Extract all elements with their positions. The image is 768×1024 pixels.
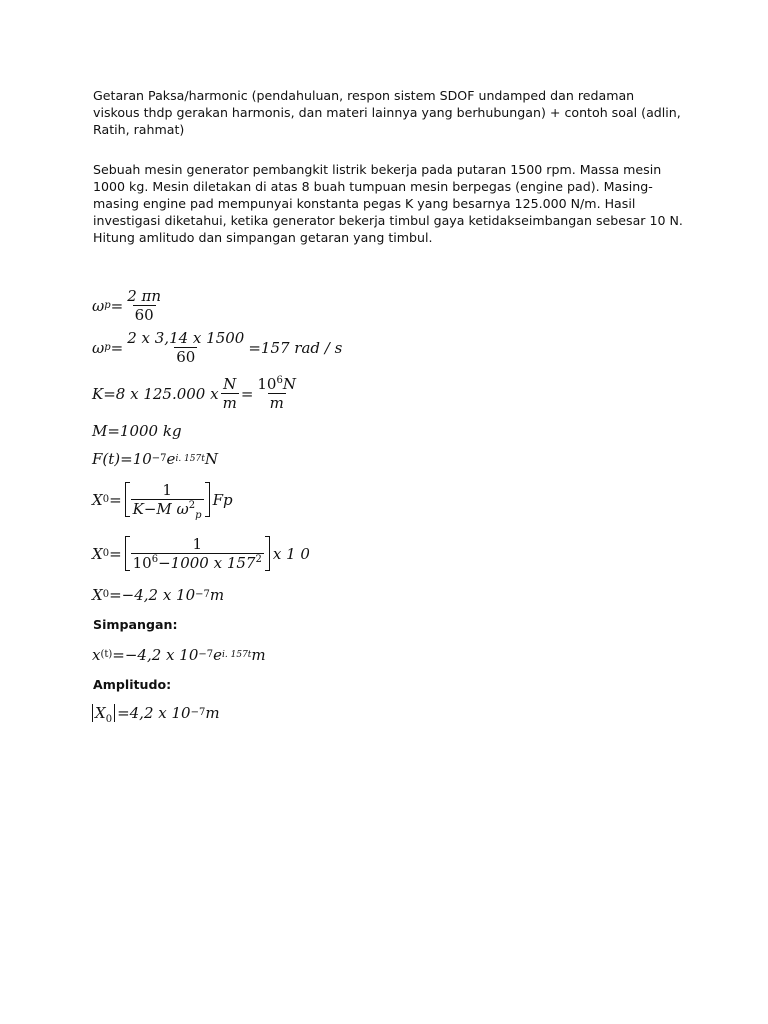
equation-stiffness — [92, 376, 300, 411]
force-multiplier: x 1 0 — [272, 544, 310, 563]
fraction-numerator: 2 x 3,14 x 1500 — [127, 329, 245, 347]
equation-omega-p: ω p = $\frac{2 \pi n}{60}$ — [92, 287, 162, 324]
fraction-denominator: 60 — [134, 306, 154, 324]
x0-subscript: 0 — [105, 714, 113, 725]
fraction-numerator: 1 — [192, 535, 203, 553]
power-exponent: 6 — [151, 554, 159, 565]
omega-symbol: ω — [92, 338, 105, 357]
x0-symbol: X — [92, 490, 103, 509]
omega-symbol: ω — [92, 296, 105, 315]
equation-x0-substitution: X 0 = $\frac{1}{10^6-1000 x 157^2}$ x 1 0 — [92, 535, 310, 572]
equation-force: F(t)=10 −7 e i. 157t N — [92, 450, 218, 468]
equation-amplitude: $X_0$ =4,2 x 10 −7 m — [92, 704, 220, 722]
x0-symbol: X — [92, 586, 103, 604]
unit: m — [251, 646, 266, 664]
fraction-denominator: m — [222, 394, 237, 412]
label-simpangan: Simpangan: — [93, 617, 178, 632]
problem-paragraph: Sebuah mesin generator pembangkit listrik bekerja pada putaran 1500 rpm. Massa mesin 1000 kg. Mesin diletakan di atas 8 buah tumpuan mesin berpegas (engine pad). Masing-masing engine pad mempunyai konstanta pegas K yang besarnya 125.000 N/m. Hasil investigasi diketahui, ketika generator bekerja timbul gaya ketidakseimbangan sebesar 10 N. Hitung amlitudo dan simpangan getaran yang timbul. — [93, 162, 683, 245]
equation-omega-p-value: ω p = $\frac{2 x 3,14 x 1500}{60}$ =157 rad / s — [92, 329, 343, 366]
x-symbol: x — [92, 646, 101, 664]
unit: m — [205, 704, 220, 722]
intro-paragraph: Getaran Paksa/harmonic (pendahuluan, respon sistem SDOF undamped dan redaman viskous thdp gerakan harmonis, dan materi lainnya yang berhubungan) + contoh soal (adlin, Ratih, rahmat) — [93, 88, 681, 137]
power-base: 10 — [257, 375, 277, 393]
force-lhs: F(t)=10 — [92, 450, 152, 468]
denominator-term: −1000 x 157 — [158, 554, 256, 572]
label-amplitudo: Amplitudo: — [93, 677, 172, 692]
fraction-numerator: 2 πn — [127, 287, 162, 305]
stiffness-lhs: K=8 x 125.000 x — [92, 384, 219, 403]
equation-displacement: x (t) =−4,2 x 10 −7 e i. 157t m — [92, 646, 266, 664]
square-bracket — [125, 536, 270, 571]
power-exponent: 2 — [255, 554, 262, 565]
displacement-value: =−4,2 x 10 — [112, 646, 199, 664]
fraction-denominator: K−M ω — [132, 500, 189, 518]
mass-line: M=1000 kg — [92, 422, 182, 440]
fraction-numerator: N — [223, 375, 237, 393]
equation-x0-formula: X 0 = $\frac{1}{K-M \omega^2_p}$ Fp — [92, 481, 233, 521]
euler-e: e — [213, 646, 223, 664]
equation-result: =157 rad / s — [248, 338, 343, 357]
x0-value: =−4,2 x 10 — [109, 586, 196, 604]
omega-subscript: p — [195, 510, 202, 521]
fraction-denominator: 60 — [176, 348, 196, 366]
fraction-numerator: 1 — [162, 481, 172, 499]
fraction-denominator: m — [269, 394, 284, 412]
absolute-value — [92, 704, 115, 725]
fraction — [255, 376, 298, 411]
power-exponent: 2 — [188, 500, 196, 511]
equation-x0-result: X 0 =−4,2 x 10 −7 m — [92, 586, 225, 604]
fraction — [221, 376, 239, 411]
fraction — [125, 288, 163, 323]
x0-symbol: X — [92, 544, 103, 563]
equation-mass — [92, 422, 182, 440]
square-bracket — [125, 481, 210, 521]
euler-e: e — [166, 450, 176, 468]
unit: N — [204, 450, 218, 468]
fraction — [131, 536, 264, 571]
fraction — [125, 330, 246, 365]
power-exponent: 6 — [276, 375, 283, 386]
x0-symbol: X — [95, 704, 106, 722]
force-amplitude: Fp — [212, 490, 233, 509]
unit: N — [282, 375, 296, 393]
unit: m — [209, 586, 225, 604]
amplitude-value: =4,2 x 10 — [117, 704, 191, 722]
equals-sign: = — [240, 384, 254, 403]
power-base: 10 — [132, 554, 152, 572]
